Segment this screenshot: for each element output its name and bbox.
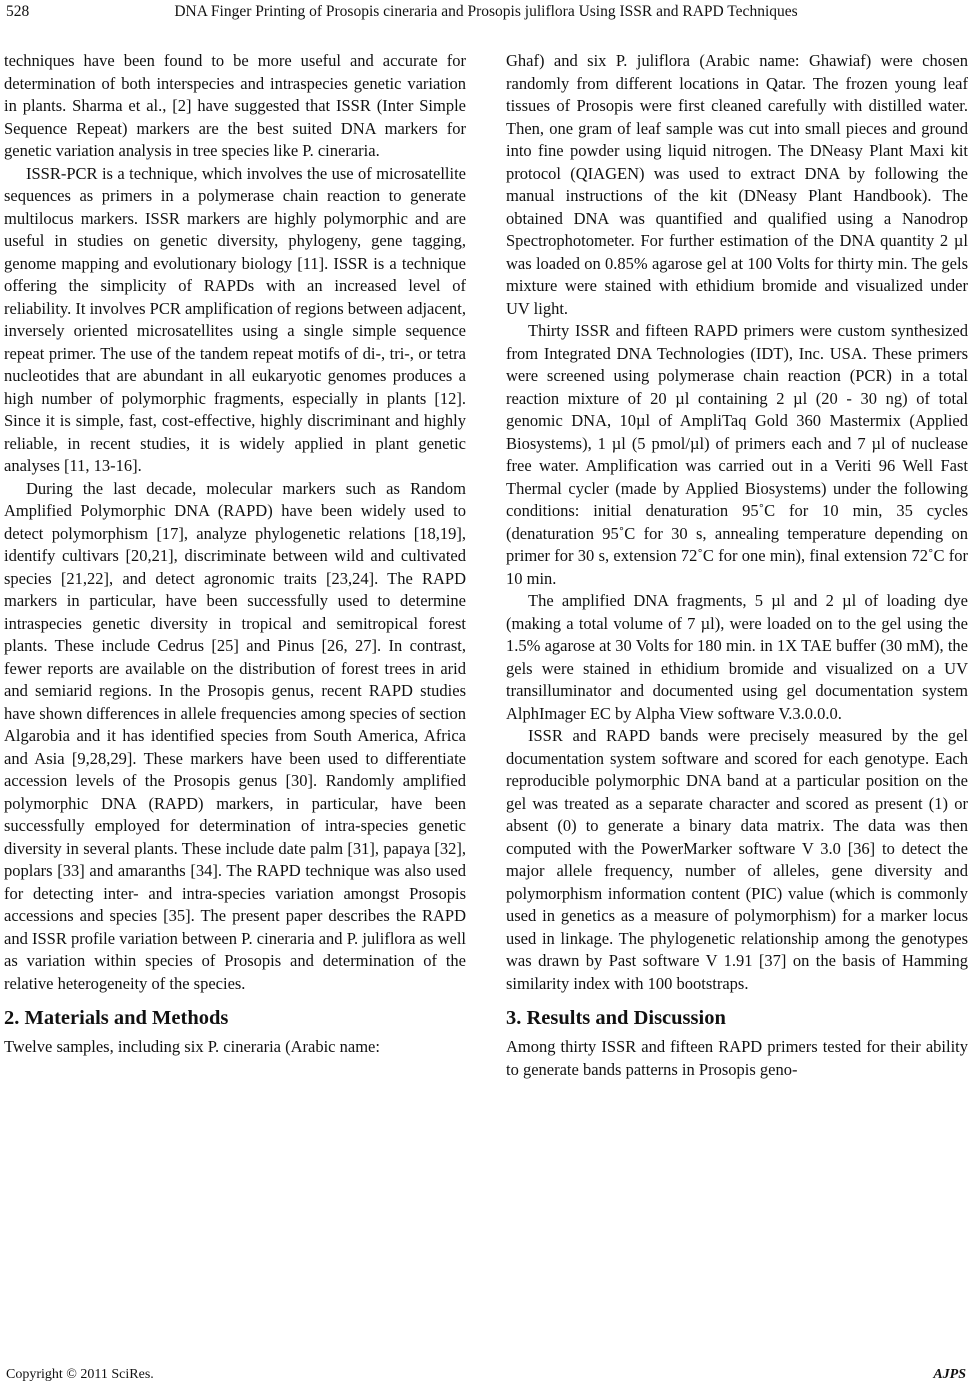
copyright-notice: Copyright © 2011 SciRes. (6, 1367, 154, 1382)
paragraph: ISSR and RAPD bands were precisely measured by the gel documentation system software and scored for each genotype. Each reproducible polymorphic DNA band at a particular position on the gel was treated as a separate character and scored as present (1) or absent (0) to generate a binary data matrix. The data was then computed with the PowerMarker software V 3.0 [36] to detect the major allele frequency, number of alleles, gene diversity and polymorphism information content (PIC) value (which is commonly used in genetics as a measure of polymorphism) for a marker locus used in linkage. The phylogenetic relationship among the genotypes was drawn by Past software V 1.91 [37] on the basis of Hamming similarity index with 100 bootstraps. (506, 726, 968, 993)
page-number: 528 (6, 3, 30, 20)
paragraph: Among thirty ISSR and fifteen RAPD primers tested for their ability to generate bands patterns in Prosopis geno- (506, 1037, 968, 1079)
paragraph: techniques have been found to be more useful and accurate for determination of both interspecies and intraspecies genetic variation in plants. Sharma et al., [2] have suggested that ISSR (Inter Simple Sequence Repeat) markers are the best suited DNA markers for genetic variation analysis in tree species like P. cineraria. (4, 51, 466, 160)
paragraph: Twelve samples, including six P. cineraria (Arabic name: (4, 1037, 380, 1056)
section-heading: 2. Materials and Methods (4, 1007, 229, 1029)
paragraph: ISSR-PCR is a technique, which involves the use of microsatellite sequences as primers in a polymerase chain reaction to generate multilocus markers. ISSR markers are highly polymorphic and are useful in studies on genetic diversity, phylogeny, gene tagging, genome mapping and evolutionary biology [11]. ISSR is a technique offering the simplicity of RAPDs with an increased level of reliability. It involves PCR amplification of regions between adjacent, inversely oriented microsatellites using a single simple sequence repeat primer. The use of the tandem repeat motifs of di-, tri-, or tetra nucleotides that are abundant in all eukaryotic genomes produces a high number of polymorphic fragments, especially in plants [12]. Since it is simple, fast, cost-effective, highly discriminant and highly reliable, in recent studies, it is widely applied in plant genetic analyses [11, 13-16]. (4, 163, 466, 475)
page-header (0, 0, 972, 24)
right-column (506, 50, 968, 1081)
running-title: DNA Finger Printing of Prosopis cineraria and Prosopis juliflora Using ISSR and RAPD Techniques (174, 3, 798, 20)
page-footer (0, 1364, 972, 1386)
paragraph: Thirty ISSR and fifteen RAPD primers were custom synthesized from Integrated DNA Technologies (IDT), Inc. USA. These primers were screened using polymerase chain reaction (PCR) in a total reaction mixture of 20 µl containing 2 µl (20 - 30 ng) of total genomic DNA, 10µl of AmpliTaq Gold 360 Mastermix (Applied Biosystems), 1 µl (5 pmol/µl) of primers each and 7 µl of nuclease free water. Amplification was carried out in a Veriti 96 Well Fast Thermal cycler (made by Applied Biosystems) under the following conditions: initial denaturation 95˚C for 10 min, 35 cycles (denaturation 95˚C for 30 s, annealing temperature depending on primer for 30 s, extension 72˚C for one min), final extension 72˚C for 10 min. (506, 321, 968, 588)
journal-abbrev: AJPS (933, 1367, 966, 1382)
section-heading: 3. Results and Discussion (506, 1007, 726, 1029)
left-column (4, 50, 466, 1059)
paragraph: The amplified DNA fragments, 5 µl and 2 µl of loading dye (making a total volume of 7 µl), were loaded on to the gel using the 1.5% agarose at 30 Volts for 180 min. in 1X TAE buffer (30 mM), the gels were stained in ethidium bromide and visualized on a UV transilluminator and documented using gel documentation system AlphImager EC by Alpha View software V.3.0.0.0. (506, 591, 968, 723)
paragraph: Ghaf) and six P. juliflora (Arabic name: Ghawiaf) were chosen randomly from different locations in Qatar. The frozen young leaf tissues of Prosopis were first cleaned carefully with distilled water. Then, one gram of leaf sample was cut into small pieces and ground into fine powder using liquid nitrogen. The DNeasy Plant Maxi kit protocol (QIAGEN) was used to extract DNA by following the manual instructions of the kit (DNeasy Plant Handbook). The obtained DNA was quantified and qualified using a Nanodrop Spectrophotometer. For further estimation of the DNA quantity 2 µl was loaded on 0.85% agarose gel at 100 Volts for thirty min. The gels mixture were stained with ethidium bromide and visualized under UV light. (506, 51, 968, 318)
paragraph: During the last decade, molecular markers such as Random Amplified Polymorphic DNA (RAPD) have been widely used to detect polymorphism [17], analyze phylogenetic relations [18,19], identify cultivars [20,21], discriminate between wild and cultivated species [21,22], and detect agronomic traits [23,24]. The RAPD markers in particular, have been successfully used to determine intraspecies genetic diversity in tropical and semitropical forest plants. These include Cedrus [25] and Pinus [26, 27]. In contrast, fewer reports are available on the distribution of forest trees in arid and semiarid regions. In the Prosopis genus, recent RAPD studies have shown differences in allele frequencies among species of section Algarobia and it has identified species from South America, Africa and Asia [9,28,29]. These markers have been used to differentiate accession levels of the Prosopis genus [30]. Randomly amplified polymorphic DNA (RAPD) markers, in particular, have been successfully employed for determination of intra-species genetic diversity in several plants. These include date palm [31], papaya [32], poplars [33] and amaranths [34]. The RAPD technique was also used for detecting inter- and intra-species variation amongst Prosopis accessions and species [35]. The present paper describes the RAPD and ISSR profile variation between P. cineraria and P. juliflora as well as variation within species of Prosopis and determination of the relative heterogeneity of the species. (4, 478, 466, 993)
